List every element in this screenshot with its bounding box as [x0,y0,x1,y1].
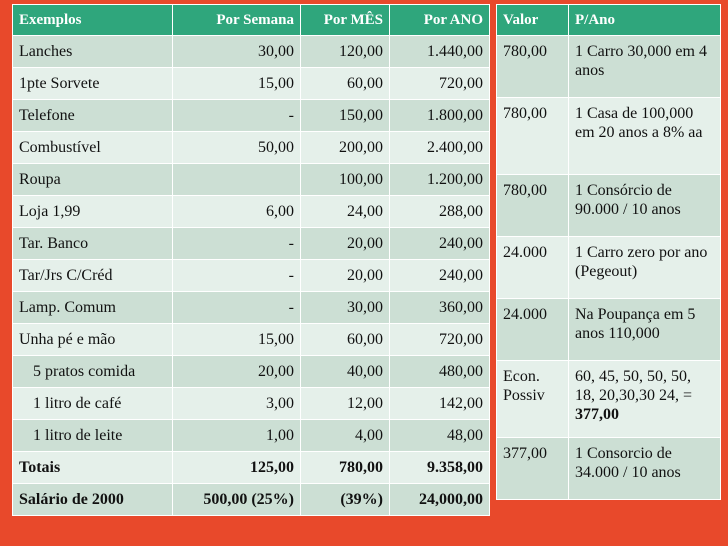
pano-total: 377,00 [575,406,619,423]
table-row [13,228,490,260]
label-cell: Lanches [13,36,173,68]
valor-cell: 780,00 [497,36,569,98]
value-cell: 6,00 [173,196,301,228]
value-cell: (39%) [301,484,390,516]
value-cell: 1.800,00 [390,100,490,132]
label-cell: 1 litro de leite [13,420,173,452]
value-cell: 50,00 [173,132,301,164]
value-cell: 500,00 (25%) [173,484,301,516]
value-cell: 9.358,00 [390,452,490,484]
value-cell: 1.200,00 [390,164,490,196]
table-row [13,420,490,452]
projections-table [496,4,721,500]
table-row [13,100,490,132]
pano-cell [569,175,721,237]
table-row [13,356,490,388]
value-cell: 1.440,00 [390,36,490,68]
pano-cell [569,98,721,175]
value-cell: 240,00 [390,260,490,292]
valor-cell: 24.000 [497,237,569,299]
value-cell: 30,00 [173,36,301,68]
table-row [13,164,490,196]
pano-text: Na Poupança em 5 anos 110,000 [575,306,696,342]
label-cell: Tar/Jrs C/Créd [13,260,173,292]
label-cell: Telefone [13,100,173,132]
value-cell: 24,00 [301,196,390,228]
valor-cell: 377,00 [497,438,569,500]
value-cell: 20,00 [173,356,301,388]
label-cell: 1 litro de café [13,388,173,420]
label-cell: Loja 1,99 [13,196,173,228]
value-cell: - [173,100,301,132]
value-cell: 200,00 [301,132,390,164]
pano-text: 1 Carro zero por ano (Pegeout) [575,244,708,280]
value-cell: 150,00 [301,100,390,132]
pano-cell [569,237,721,299]
salary-row [13,484,490,516]
value-cell: 60,00 [301,324,390,356]
table-row [13,324,490,356]
table-row [13,388,490,420]
valor-cell: 780,00 [497,98,569,175]
label-cell: 1pte Sorvete [13,68,173,100]
table-row [13,196,490,228]
pano-text: 1 Consorcio de 34.000 / 10 anos [575,445,681,481]
valor-cell: 780,00 [497,175,569,237]
value-cell: 240,00 [390,228,490,260]
value-cell: - [173,260,301,292]
label-cell: 5 pratos comida [13,356,173,388]
header-row [497,5,721,36]
label-cell: Roupa [13,164,173,196]
value-cell: 60,00 [301,68,390,100]
value-cell: 288,00 [390,196,490,228]
column-header: Valor [497,5,569,36]
column-header: Exemplos [13,5,173,36]
totals-row [13,452,490,484]
value-cell: 720,00 [390,68,490,100]
pano-cell [569,361,721,438]
table-row [497,438,721,500]
pano-cell [569,36,721,98]
pano-cell [569,299,721,361]
pano-text: 60, 45, 50, 50, 50, 18, 20,30,30 24, = [575,368,693,404]
label-cell: Salário de 2000 [13,484,173,516]
value-cell: 125,00 [173,452,301,484]
expenses-table [12,4,490,516]
value-cell: 720,00 [390,324,490,356]
column-header: Por MÊS [301,5,390,36]
value-cell: 780,00 [301,452,390,484]
value-cell: 20,00 [301,260,390,292]
table-row [13,132,490,164]
value-cell: 1,00 [173,420,301,452]
value-cell: 15,00 [173,68,301,100]
table-row [497,98,721,175]
pano-text: 1 Carro 30,000 em 4 anos [575,43,707,79]
value-cell: 20,00 [301,228,390,260]
header-row [13,5,490,36]
table-row [13,292,490,324]
value-cell [173,164,301,196]
value-cell: - [173,228,301,260]
value-cell: 12,00 [301,388,390,420]
pano-text: 1 Consórcio de 90.000 / 10 anos [575,182,681,218]
table-row [13,36,490,68]
label-cell: Unha pé e mão [13,324,173,356]
value-cell: 40,00 [301,356,390,388]
value-cell: 360,00 [390,292,490,324]
value-cell: 48,00 [390,420,490,452]
column-header: Por Semana [173,5,301,36]
pano-cell [569,438,721,500]
value-cell: 100,00 [301,164,390,196]
value-cell: - [173,292,301,324]
label-cell: Combustível [13,132,173,164]
label-cell: Lamp. Comum [13,292,173,324]
table-row [497,299,721,361]
pano-text: 1 Casa de 100,000 em 20 anos a 8% aa [575,105,703,141]
label-cell: Tar. Banco [13,228,173,260]
table-row [13,68,490,100]
value-cell: 24,000,00 [390,484,490,516]
value-cell: 2.400,00 [390,132,490,164]
value-cell: 30,00 [301,292,390,324]
value-cell: 480,00 [390,356,490,388]
valor-cell: 24.000 [497,299,569,361]
value-cell: 4,00 [301,420,390,452]
value-cell: 3,00 [173,388,301,420]
value-cell: 15,00 [173,324,301,356]
value-cell: 120,00 [301,36,390,68]
table-row [497,175,721,237]
table-row [13,260,490,292]
column-header: P/Ano [569,5,721,36]
value-cell: 142,00 [390,388,490,420]
table-row [497,361,721,438]
table-row [497,36,721,98]
label-cell: Totais [13,452,173,484]
column-header: Por ANO [390,5,490,36]
valor-cell: Econ. Possiv [497,361,569,438]
table-row [497,237,721,299]
